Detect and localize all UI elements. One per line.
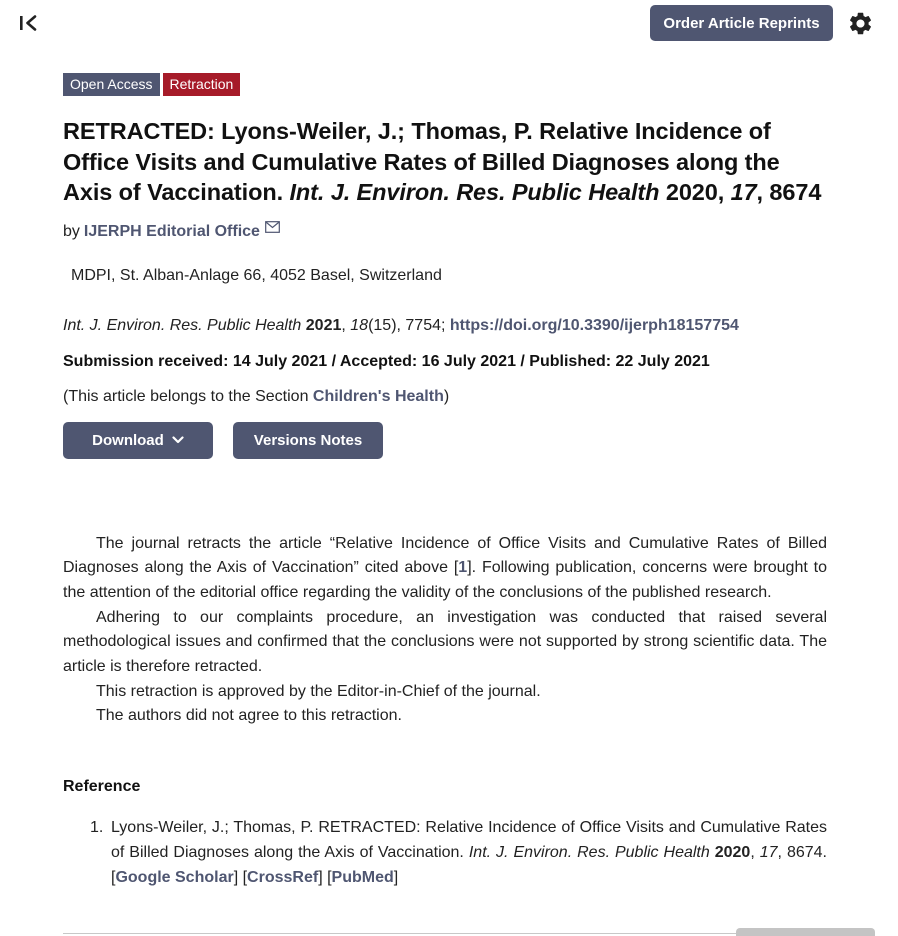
article-actions [63, 422, 827, 459]
versions-notes-button[interactable]: Versions Notes [233, 422, 383, 459]
reference-number: 1. [90, 819, 104, 837]
affiliation: MDPI, St. Alban-Anlage 66, 4052 Basel, Switzerland [71, 266, 442, 284]
reference-pages: , 8674. [777, 843, 827, 861]
reference-journal: Int. J. Environ. Res. Public Health [468, 843, 710, 861]
citation-issue-pages: (15), 7754; [368, 316, 450, 334]
back-to-top-tab[interactable] [736, 928, 875, 936]
download-label: Download [92, 431, 164, 449]
section-line [63, 388, 827, 406]
p1-text-b: ]. Following publication, concerns were brought to the attention of the editorial office regarding the validity of the conclusions of the published research. [63, 559, 827, 601]
citation-journal: Int. J. Environ. Res. Public Health [63, 316, 302, 334]
article-badges [63, 73, 827, 96]
order-reprints-button[interactable]: Order Article Reprints [650, 5, 833, 41]
section-prefix: (This article belongs to the Section [63, 387, 313, 405]
author-link[interactable]: IJERPH Editorial Office [83, 222, 260, 240]
body-paragraph-2: Adhering to our complaints procedure, an investigation was conducted that raised several methodological issues and confirmed that the conclusions were not supported by strong scientific data. The article is therefore retracted. [63, 608, 827, 676]
citation-volume: 18 [350, 316, 369, 334]
title-volume: 17 [730, 179, 757, 205]
citation-year: 2021 [305, 316, 342, 334]
title-text: RETRACTED: Lyons-Weiler, J.; Thomas, P. Relative Incidence of Office Visits and Cumulative Rates of Billed Diagnoses along the Axis of Vaccination. [63, 118, 780, 205]
doi-link[interactable]: https://doi.org/10.3390/ijerph18157754 [449, 316, 739, 334]
references-heading: Reference [63, 778, 141, 796]
divider [63, 933, 827, 934]
body-paragraph-4: The authors did not agree to this retraction. [96, 707, 402, 725]
envelope-icon[interactable] [265, 221, 280, 233]
google-scholar-link[interactable]: Google Scholar [115, 868, 234, 886]
collapse-sidebar-button[interactable] [18, 12, 40, 34]
title-journal: Int. J. Environ. Res. Public Health [289, 179, 660, 205]
by-label: by [63, 222, 80, 240]
pubmed-link[interactable]: PubMed [331, 868, 394, 886]
body-paragraph-3: This retraction is approved by the Editor-in-Chief of the journal. [96, 682, 541, 700]
publication-dates: Submission received: 14 July 2021 / Accepted: 16 July 2021 / Published: 22 July 2021 [63, 352, 710, 370]
citation-sep: , [341, 316, 351, 334]
settings-button[interactable] [847, 10, 874, 37]
section-suffix: ) [443, 387, 450, 405]
reference-text: Lyons-Weiler, J.; Thomas, P. RETRACTED: Relative Incidence of Office Visits and Cumulative Rates of Billed Diagnoses along the Axis of Vaccination. [111, 819, 827, 861]
byline [63, 223, 827, 241]
reference-year: 2020 [714, 843, 751, 861]
retraction-notice-body [63, 532, 827, 730]
chevron-down-icon [172, 436, 184, 444]
body-paragraph-1 [63, 532, 827, 606]
reference-link-1[interactable]: 1 [458, 559, 468, 577]
collapse-left-icon [18, 12, 40, 34]
open-access-badge: Open Access [63, 73, 160, 96]
reference-volume: 17 [759, 843, 778, 861]
reference-item: 1. Lyons-Weiler, J.; Thomas, P. RETRACTED: Relative Incidence of Office Visits and Cumulative Rates of Billed Diagnoses along the Axis of Vaccination. Int. J. Environ. Res. Public Health 2020, 17, 8674. [Google Scholar] [CrossRef] [PubMed] [63, 816, 827, 890]
download-button[interactable] [63, 422, 213, 459]
citation-line [63, 317, 827, 335]
retraction-badge: Retraction [163, 73, 241, 96]
article-title [63, 116, 827, 208]
title-pages: , 8674 [756, 179, 822, 205]
p1-text-a: The journal retracts the article “Relative Incidence of Office Visits and Cumulative Rates of Billed Diagnoses along the Axis of Vaccination” cited above [ [63, 534, 827, 577]
article-content [63, 73, 827, 890]
crossref-link[interactable]: CrossRef [247, 868, 319, 886]
title-year: 2020, [659, 179, 731, 205]
gear-icon [847, 10, 874, 37]
section-link[interactable]: Children's Health [312, 387, 444, 405]
